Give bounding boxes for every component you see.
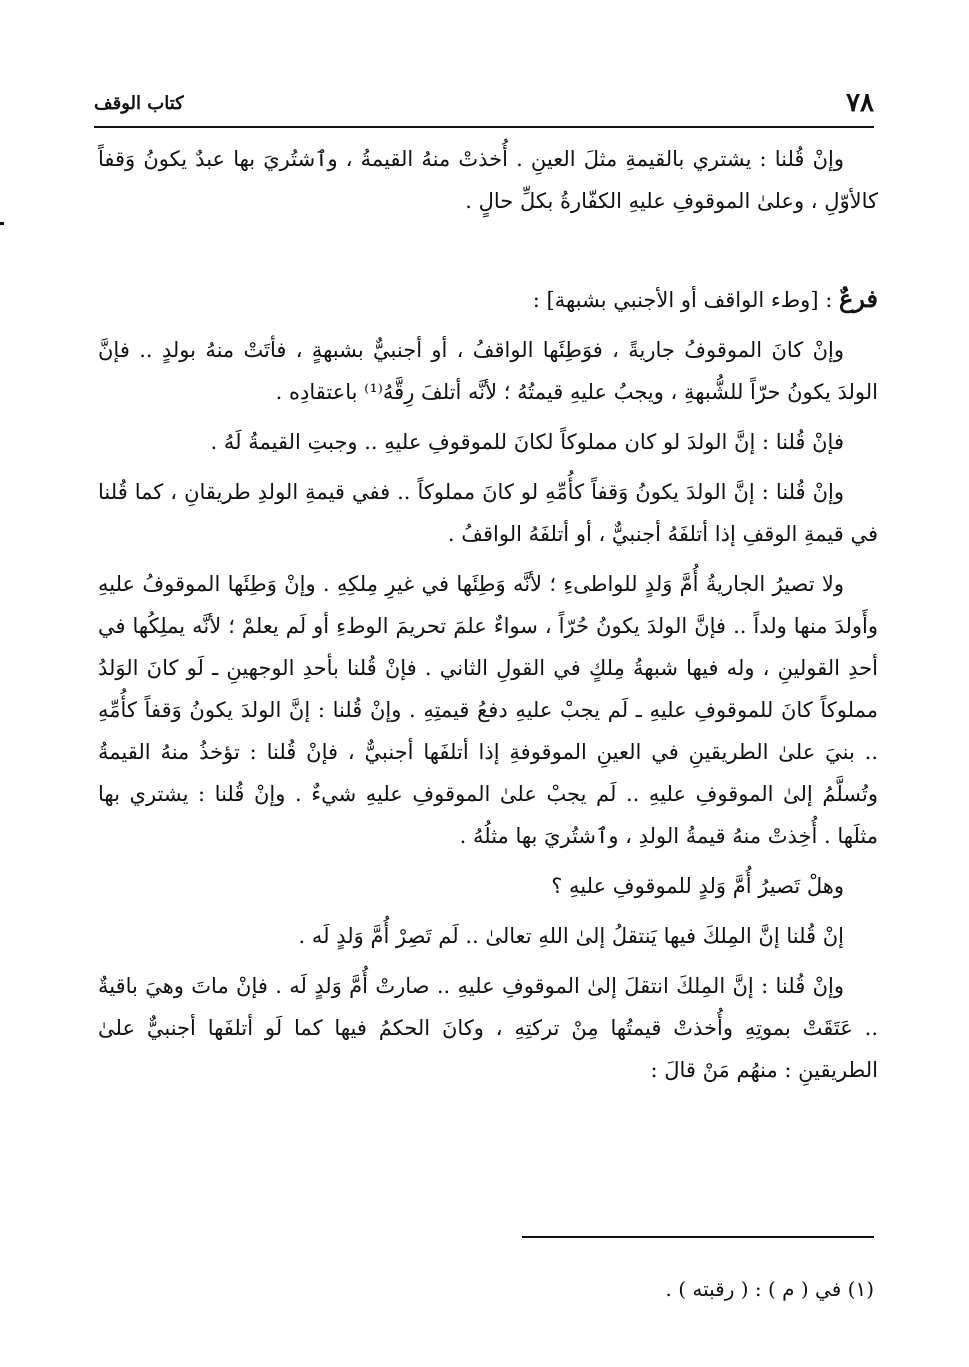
- header-rule: [94, 126, 874, 128]
- page-number: ٧٨: [846, 88, 874, 118]
- paragraph-3: فإنْ قُلنا : إنَّ الولدَ لو كان مملوكاً لكانَ للموقوفِ عليهِ .. وجبتِ القيمةُ لَهُ .: [210, 430, 844, 454]
- footnote: (١) في ( م ) : ( رقبته ) .: [665, 1277, 874, 1301]
- paragraph-6: وهلْ تَصيرُ أُمَّ وَلدٍ للموقوفِ عليهِ ؟: [551, 874, 844, 898]
- running-header: [94, 88, 874, 120]
- paragraph-2: وإنْ كانَ الموقوفُ جاريةً ، فوَطِئَها الواقفُ ، أو أجنبيٌّ بشبهةٍ ، فأتَتْ منهُ بولدٍ .. فإنَّ الولدَ يكونُ حرّاً للشُّبهةِ ، ويجبُ عليهِ قيمتُهُ ؛ لأنَّه أتلفَ رِقَّهُ⁽¹⁾ باعتقادِه .: [98, 338, 878, 404]
- branch-label: فرعٌ: [838, 284, 878, 313]
- branch-heading: [98, 278, 878, 321]
- paragraph-7: إنْ قُلنا إنَّ المِلكَ فيها يَنتقلُ إلىٰ اللهِ تعالىٰ .. لَم تَصِرْ أُمَّ وَلدٍ لَه .: [298, 924, 844, 948]
- main-text: [98, 138, 878, 1091]
- paragraph-1: وإنْ قُلنا : يشتري بالقيمةِ مثلَ العينِ . أُخذتْ منهُ القيمةُ ، وٱشتُريَ بها عبدٌ يكونُ وَقفاً كالأوّلِ ، وعلىٰ الموقوفِ عليهِ الكفّارةُ بكلِّ حالٍ .: [98, 147, 878, 213]
- paragraph-5: ولا تصيرُ الجاريةُ أُمَّ وَلدٍ للواطىءِ ؛ لأنَّه وَطِئَها في غيرِ مِلكِهِ . وإنْ وَطِئَها الموقوفُ عليهِ وأَولدَ منها ولداً .. فإنَّ الولدَ يكونُ حُرّاً ، سواءٌ علمَ تحريمَ الوطءِ أو لَم يعلمْ ؛ لأنَّه يملِكُها في أحدِ القولينِ ، وله فيها شبهةُ مِلكٍ في القولِ الثاني . فإنْ قُلنا بأحدِ الوجهينِ ـ لَو كانَ الوَلدُ مملوكاً كانَ للموقوفِ عليهِ ـ لَم يجبْ عليهِ دفعُ قيمتِهِ . وإنْ قُلنا : إنَّ الولدَ يكونُ وَقفاً كأُمِّهِ .. بنيَ علىٰ الطريقينِ في العينِ الموقوفةِ إذا أتلفَها أجنبيٌّ ، فإنْ قُلنا : تؤخذُ منهُ القيمةُ وتُسلَّمُ إلىٰ الموقوفِ عليهِ .. لَم يجبْ علىٰ الموقوفِ عليهِ شيءٌ . وإنْ قُلنا : يشتري بها مثلَها . أُخِذتْ منهُ قيمةُ الولدِ ، وٱشتُريَ بها مثلُهُ .: [98, 572, 878, 848]
- footnote-rule: [522, 1236, 874, 1238]
- paragraph-4: وإنْ قُلنا : إنَّ الولدَ يكونُ وَقفاً كأُمِّهِ لو كانَ مملوكاً .. ففي قيمةِ الولدِ طريقانِ ، كما قُلنا في قيمةِ الوقفِ إذا أتلفَهُ أجنبيٌّ ، أو أتلفَهُ الواقفُ .: [98, 480, 878, 546]
- book-title: كتاب الوقف: [94, 93, 184, 114]
- scan-mark: [0, 222, 4, 225]
- branch-title: : [وطء الواقف أو الأجنبي بشبهة] :: [532, 288, 839, 312]
- paragraph-8: وإنْ قُلنا : إنَّ المِلكَ انتقلَ إلىٰ الموقوفِ عليهِ .. صارتْ أُمَّ وَلدٍ لَه . فإنْ ماتَ وهيَ باقيةٌ .. عَتَقَتْ بموتِهِ وأُخذتْ قيمتُها مِنْ تركتِهِ ، وكانَ الحكمُ فيها كما لَو أتلفَها أجنبيٌّ علىٰ الطريقينِ : منهُم مَنْ قالَ :: [98, 974, 878, 1082]
